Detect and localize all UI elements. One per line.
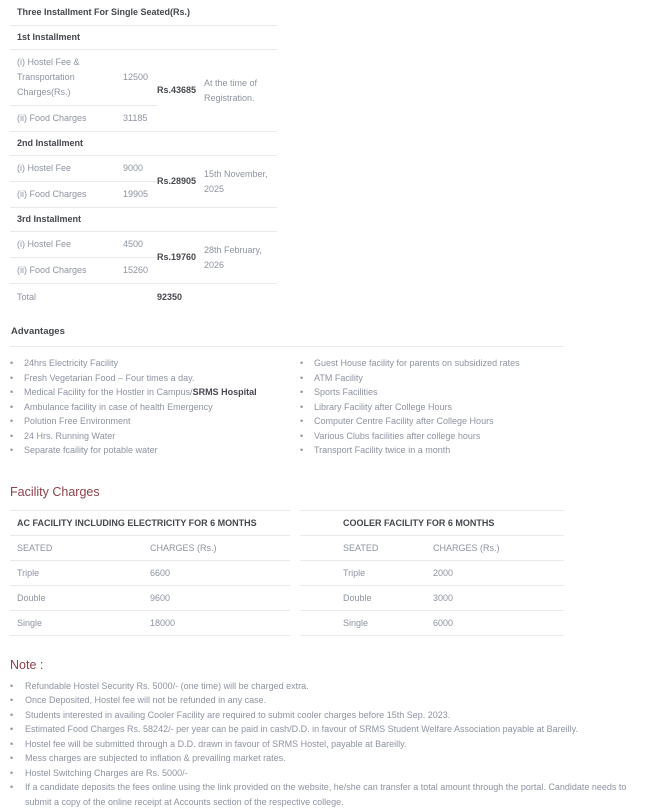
charges-header: CHARGES (Rs.) [143, 535, 290, 560]
advantage-text: Ambulance facility in case of health Emergency [24, 402, 213, 412]
advantage-item [10, 385, 300, 400]
facility-charges-heading: Facility Charges [10, 485, 667, 499]
bullet-icon: • [300, 443, 303, 458]
installment-table [10, 0, 277, 311]
seated-header: SEATED [300, 535, 433, 560]
seat-type: Double [300, 585, 433, 610]
facility-header-row [10, 535, 290, 560]
installment-due: At the time of Registration. [204, 50, 277, 132]
bullet-icon: • [300, 385, 303, 400]
installment-header-row [10, 208, 277, 232]
fee-amount: 12500 [123, 50, 157, 106]
charge-value: 9600 [143, 585, 290, 610]
bullet-icon: • [10, 722, 13, 737]
installment-header: 1st Installment [10, 26, 277, 50]
bullet-icon: • [10, 693, 13, 708]
advantage-text: Separate fcaility for potable water [24, 445, 158, 455]
advantage-text: Sports Facilities [314, 387, 378, 397]
note-text: Hostel fee will be submitted through a D.D. drawn in favour of SRMS Hostel, payable at Bareilly. [25, 739, 407, 749]
advantage-text: Library Facility after College Hours [314, 402, 452, 412]
bullet-icon: • [10, 766, 13, 781]
bullet-icon: • [10, 679, 13, 694]
seat-type: Single [10, 610, 143, 635]
bullet-icon: • [10, 400, 13, 415]
advantage-text: Various Clubs facilities after college hours [314, 431, 480, 441]
note-heading: Note : [10, 658, 667, 672]
fee-amount: 9000 [123, 156, 157, 182]
charge-value: 6000 [433, 610, 564, 635]
bullet-icon: • [300, 356, 303, 371]
advantage-item [10, 371, 300, 386]
fee-label: (i) Hostel Fee [10, 232, 123, 258]
seat-type: Triple [10, 560, 143, 585]
installment-due: 15th November, 2025 [204, 156, 277, 208]
fee-amount: 4500 [123, 232, 157, 258]
fee-label: (i) Hostel Fee [10, 156, 123, 182]
advantage-text: Medical Facility for the Hostler in Campus/ [24, 387, 193, 397]
note-item [10, 679, 650, 694]
advantage-text: 24hrs Electricity Facility [24, 358, 118, 368]
bullet-icon: • [10, 780, 13, 795]
fee-label: (ii) Food Charges [10, 258, 123, 284]
facility-row [300, 585, 564, 610]
note-text: Students interested in availing Cooler Facility are required to submit cooler charges before 15th Sep. 2023. [25, 710, 450, 720]
advantage-item [300, 429, 560, 444]
facility-row [300, 560, 564, 585]
facility-title-row [10, 510, 290, 535]
bullet-icon: • [300, 429, 303, 444]
bullet-icon: • [10, 737, 13, 752]
bullet-icon: • [300, 371, 303, 386]
fee-amount: 19905 [123, 182, 157, 208]
advantages-list-left [10, 356, 300, 458]
table-title: Three Installment For Single Seated(Rs.) [10, 0, 277, 26]
advantage-item [300, 371, 560, 386]
advantage-item [300, 414, 560, 429]
advantage-text: ATM Facility [314, 373, 363, 383]
advantage-text: Computer Centre Facility after College Hours [314, 416, 494, 426]
facility-table-title: AC FACILITY INCLUDING ELECTRICITY FOR 6 MONTHS [10, 510, 290, 535]
seated-header: SEATED [10, 535, 143, 560]
note-item [10, 751, 650, 766]
advantages-columns [10, 356, 667, 458]
note-list [10, 679, 650, 809]
charge-value: 6600 [143, 560, 290, 585]
cooler-facility-table [300, 510, 564, 636]
note-item [10, 722, 650, 737]
installment-header: 3rd Installment [10, 208, 277, 232]
charges-header: CHARGES (Rs.) [433, 535, 564, 560]
note-text: Mess charges are subjected to inflation & prevailing market rates. [25, 753, 286, 763]
fee-amount: 15260 [123, 258, 157, 284]
installment-header: 2nd Installment [10, 132, 277, 156]
advantages-heading: Advantages [10, 326, 564, 347]
fee-row [10, 50, 277, 106]
advantage-item [10, 443, 300, 458]
charge-value: 3000 [433, 585, 564, 610]
facility-charges-section [10, 485, 667, 636]
seat-type: Triple [300, 560, 433, 585]
note-item [10, 780, 650, 809]
advantage-item [300, 400, 560, 415]
advantage-item [10, 429, 300, 444]
bullet-icon: • [10, 414, 13, 429]
advantage-item [300, 443, 560, 458]
bullet-icon: • [300, 414, 303, 429]
seat-type: Single [300, 610, 433, 635]
seat-type: Double [10, 585, 143, 610]
bullet-icon: • [10, 708, 13, 723]
advantage-text: Guest House facility for parents on subsidized rates [314, 358, 520, 368]
note-section [10, 658, 667, 809]
bullet-icon: • [10, 443, 13, 458]
charge-value: 2000 [433, 560, 564, 585]
facility-tables [10, 510, 667, 636]
fee-row [10, 156, 277, 182]
fee-label: (i) Hostel Fee & Transportation Charges(Rs.) [10, 50, 123, 106]
advantage-item [10, 356, 300, 371]
facility-row [10, 560, 290, 585]
bullet-icon: • [10, 371, 13, 386]
note-text: If a candidate deposits the fees online using the link provided on the website, he/she can transfer a total amount through the portal. Candidate needs to submit a copy of the online receipt at Accounts section of the respective college. [25, 782, 626, 807]
advantage-bold: SRMS Hospital [193, 387, 257, 397]
facility-table-title: COOLER FACILITY FOR 6 MONTHS [300, 510, 564, 535]
advantage-item [300, 356, 560, 371]
facility-title-row [300, 510, 564, 535]
installment-header-row [10, 132, 277, 156]
note-item [10, 737, 650, 752]
advantages-section [10, 326, 667, 458]
charge-value: 18000 [143, 610, 290, 635]
installment-subtotal: Rs.28905 [157, 156, 204, 208]
note-text: Estimated Food Charges Rs. 58242/- per year can be paid in cash/D.D. in favour of SRMS Student Welfare Association payable at Bareilly. [25, 724, 578, 734]
facility-header-row [300, 535, 564, 560]
note-item [10, 708, 650, 723]
ac-facility-table [10, 510, 290, 636]
bullet-icon: • [300, 400, 303, 415]
advantages-list-right [300, 356, 560, 458]
installment-header-row [10, 26, 277, 50]
facility-row [10, 610, 290, 635]
total-value: 92350 [157, 284, 204, 312]
note-text: Hostel Switching Charges are Rs. 5000/- [25, 768, 188, 778]
advantage-item [10, 400, 300, 415]
advantage-text: 24 Hrs. Running Water [24, 431, 115, 441]
facility-row [10, 585, 290, 610]
bullet-icon: • [10, 385, 13, 400]
bullet-icon: • [10, 356, 13, 371]
bullet-icon: • [10, 751, 13, 766]
note-item [10, 693, 650, 708]
advantage-item [300, 385, 560, 400]
installment-due: 28th February, 2026 [204, 232, 277, 284]
advantage-text: Fresh Vegetarian Food – Four times a day. [24, 373, 194, 383]
fee-label: (ii) Food Charges [10, 182, 123, 208]
note-text: Once Deposited, Hostel fee will not be refunded in any case. [25, 695, 266, 705]
total-label: Total [10, 284, 123, 312]
note-item [10, 766, 650, 781]
fee-amount: 31185 [123, 106, 157, 132]
fee-label: (ii) Food Charges [10, 106, 123, 132]
advantage-text: Transport Facility twice in a month [314, 445, 450, 455]
table-title-row [10, 0, 277, 26]
fee-row [10, 232, 277, 258]
advantage-text: Polution Free Environment [24, 416, 131, 426]
advantage-item [10, 414, 300, 429]
note-text: Refundable Hostel Security Rs. 5000/- (one time) will be charged extra. [25, 681, 309, 691]
total-row [10, 284, 277, 312]
facility-row [300, 610, 564, 635]
bullet-icon: • [10, 429, 13, 444]
installment-subtotal: Rs.19760 [157, 232, 204, 284]
installment-subtotal: Rs.43685 [157, 50, 204, 132]
